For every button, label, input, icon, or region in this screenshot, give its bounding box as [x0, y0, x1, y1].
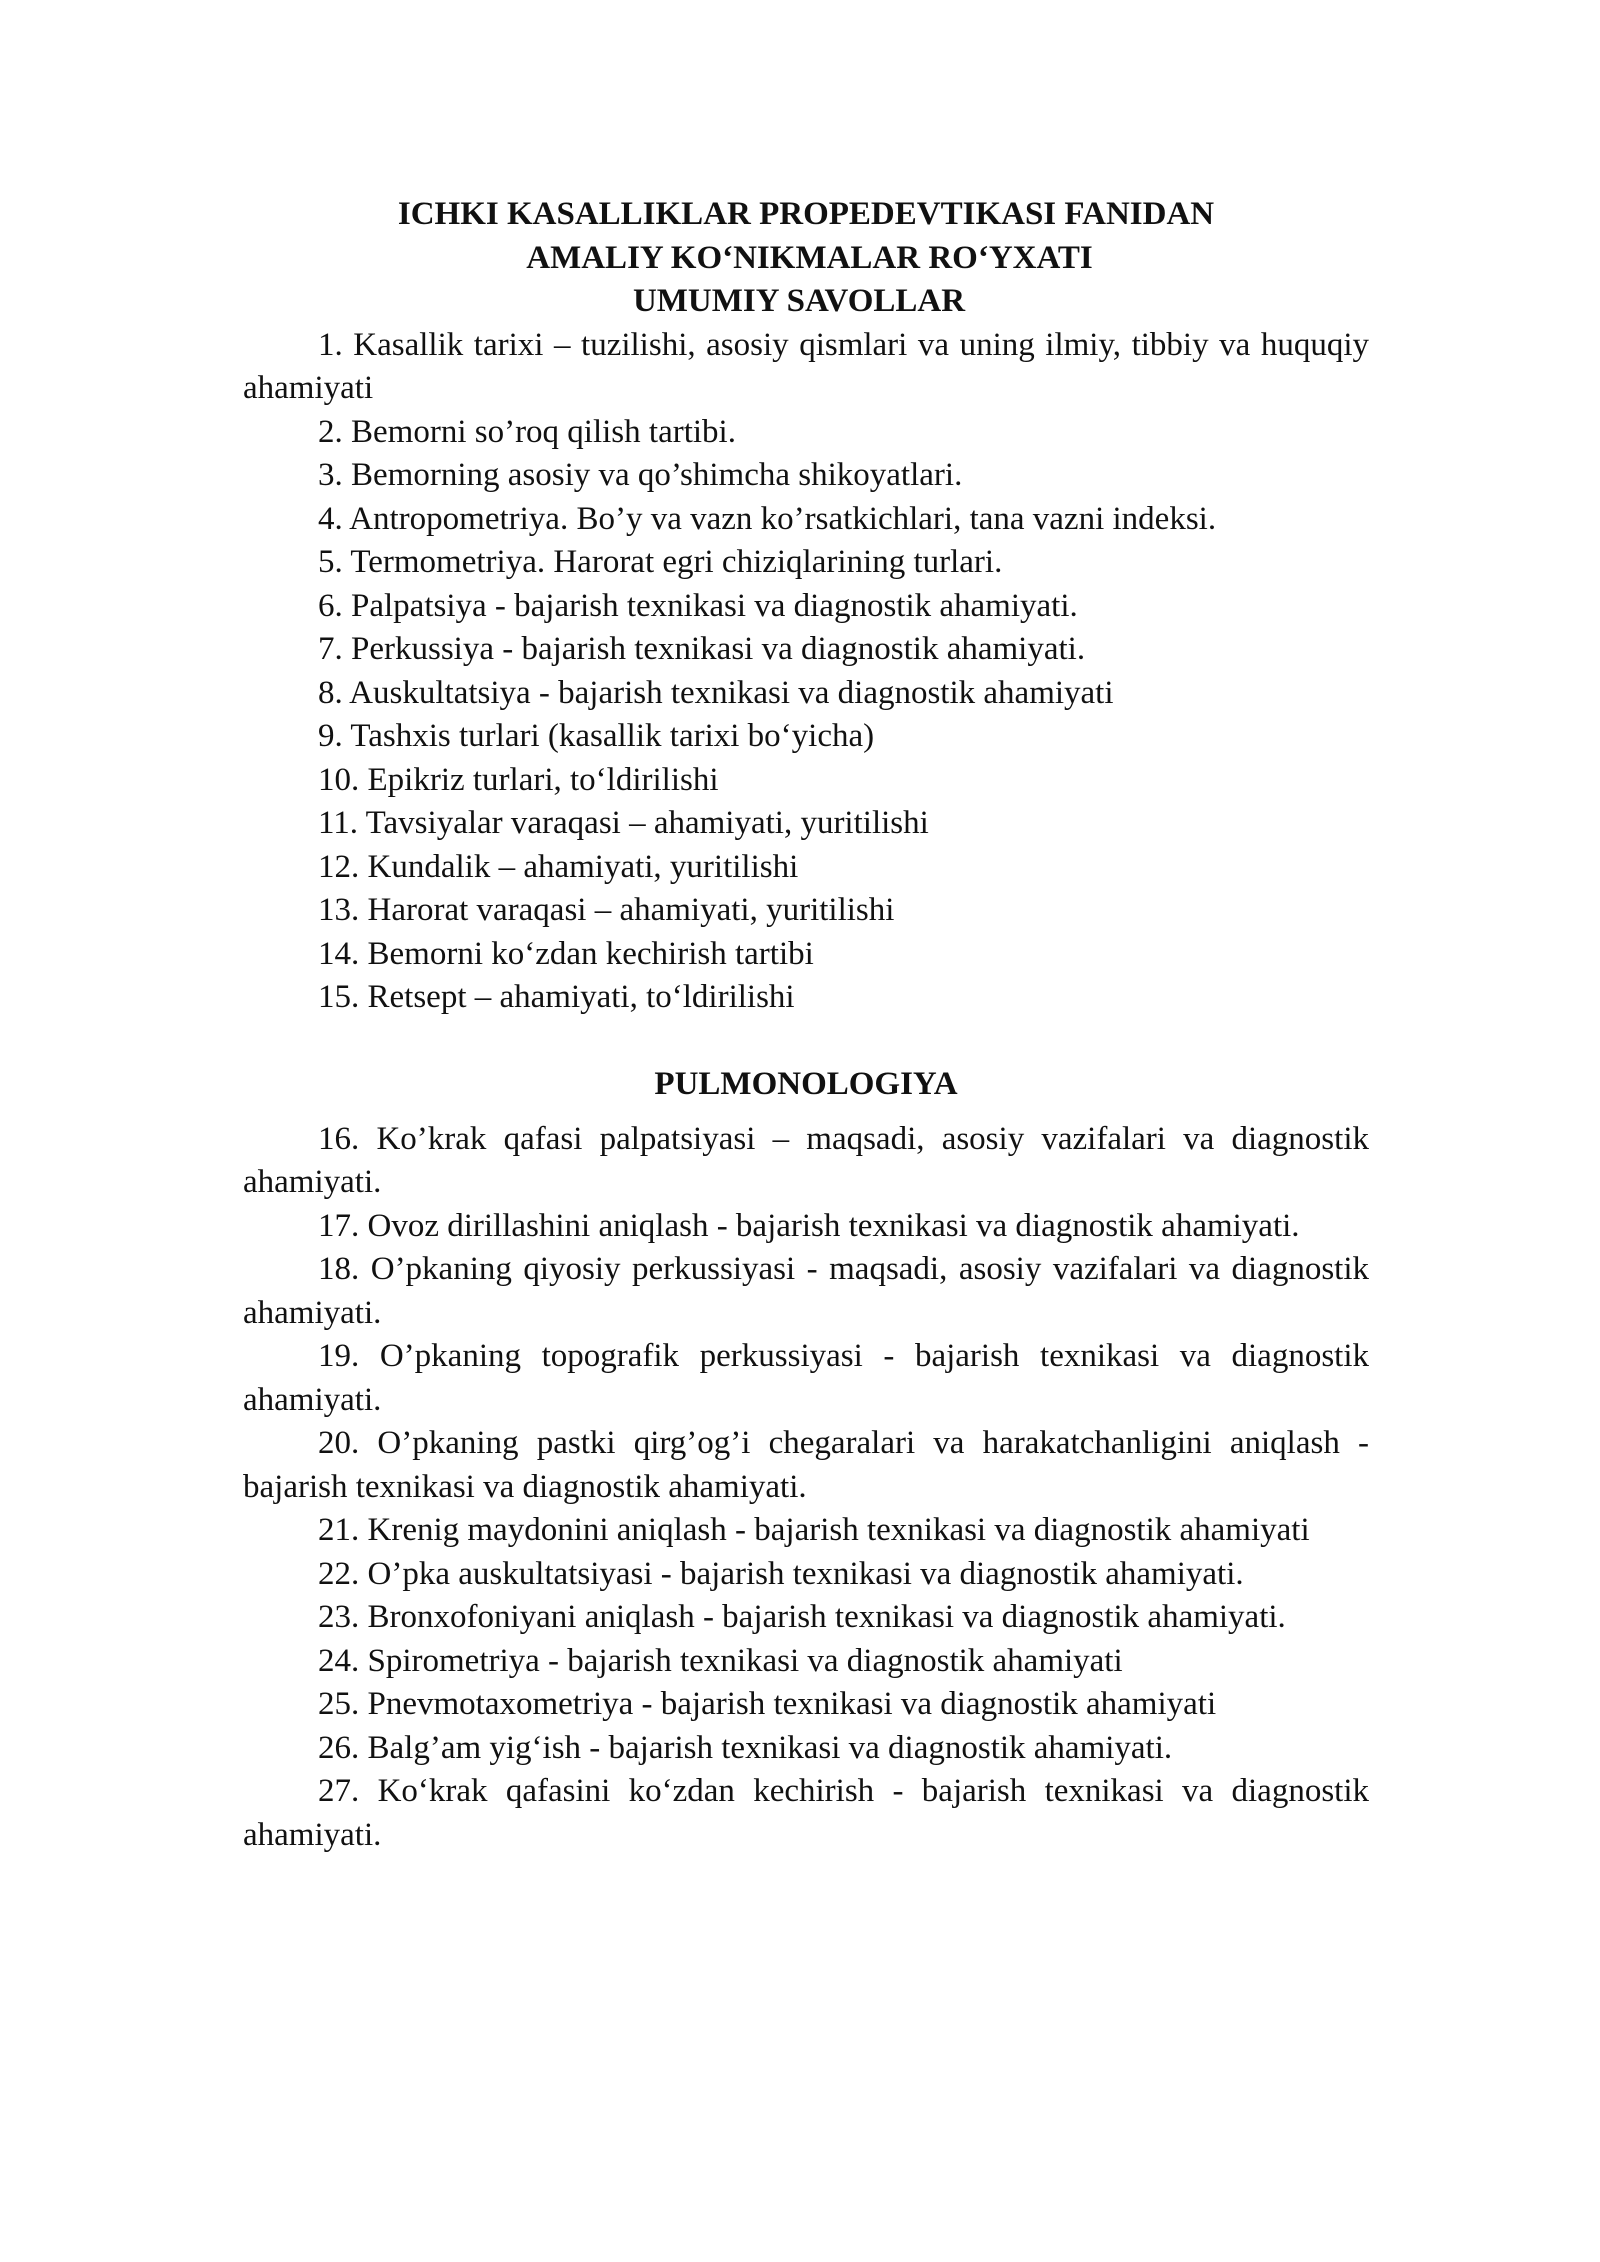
list-item: 26. Balg’am yig‘ish - bajarish texnikasi va diagnostik ahamiyati. [318, 1729, 1173, 1766]
title-line-1: ICHKI KASALLIKLAR PROPEDEVTIKASI FANIDAN [397, 196, 1215, 232]
general-questions-list [243, 324, 1369, 1020]
list-item: 27. Ko‘krak qafasini ko‘zdan kechirish - bajarish texnikasi va diagnostik ahamiyati. [243, 1773, 1369, 1853]
list-item: 1. Kasallik tarixi – tuzilishi, asosiy qismlari va uning ilmiy, tibbiy va huquqiy ahamiyati [243, 326, 1369, 406]
list-item: 10. Epikriz turlari, to‘ldirilishi [318, 761, 719, 798]
list-item: 14. Bemorni ko‘zdan kechirish tartibi [318, 935, 814, 972]
list-item: 13. Harorat varaqasi – ahamiyati, yuritilishi [318, 892, 895, 928]
list-item: 19. O’pkaning topografik perkussiyasi - bajarish texnikasi va diagnostik ahamiyati. [243, 1338, 1369, 1418]
list-item: 4. Antropometriya. Bo’y va vazn ko’rsatkichlari, tana vazni indeksi. [318, 500, 1217, 537]
list-item: 3. Bemorning asosiy va qo’shimcha shikoyatlari. [318, 457, 963, 493]
list-item: 9. Tashxis turlari (kasallik tarixi bo‘yicha) [318, 718, 875, 754]
list-item: 24. Spirometriya - bajarish texnikasi va diagnostik ahamiyati [318, 1642, 1123, 1679]
list-item: 18. O’pkaning qiyosiy perkussiyasi - maqsadi, asosiy vazifalari va diagnostik ahamiyati. [243, 1251, 1369, 1331]
pulmonology-list [243, 1118, 1369, 1858]
section-title-general: UMUMIY SAVOLLAR [632, 283, 966, 319]
list-item: 8. Auskultatsiya - bajarish texnikasi va diagnostik ahamiyati [318, 674, 1114, 711]
list-item: 21. Krenig maydonini aniqlash - bajarish texnikasi va diagnostik ahamiyati [318, 1512, 1310, 1548]
list-item: 15. Retsept – ahamiyati, to‘ldirilishi [318, 979, 795, 1015]
list-item: 17. Ovoz dirillashini aniqlash - bajarish texnikasi va diagnostik ahamiyati. [318, 1207, 1300, 1244]
document-content [243, 193, 1369, 1857]
section-spacer [243, 1020, 1369, 1064]
list-item: 23. Bronxofoniyani aniqlash - bajarish texnikasi va diagnostik ahamiyati. [318, 1599, 1286, 1635]
list-item: 7. Perkussiya - bajarish texnikasi va diagnostik ahamiyati. [318, 631, 1086, 667]
list-item: 6. Palpatsiya - bajarish texnikasi va diagnostik ahamiyati. [318, 587, 1078, 624]
list-item: 25. Pnevmotaxometriya - bajarish texnikasi va diagnostik ahamiyati [318, 1686, 1217, 1722]
list-item: 11. Tavsiyalar varaqasi – ahamiyati, yuritilishi [318, 805, 929, 841]
list-item: 16. Ko’krak qafasi palpatsiyasi – maqsadi, asosiy vazifalari va diagnostik ahamiyati. [243, 1120, 1369, 1200]
list-item: 5. Termometriya. Harorat egri chiziqlarining turlari. [318, 544, 1003, 580]
section-title-pulmonology: PULMONOLOGIYA [654, 1066, 958, 1102]
title-line-2: AMALIY KO‘NIKMALAR RO‘YXATI [526, 239, 1093, 276]
list-item: 12. Kundalik – ahamiyati, yuritilishi [318, 848, 799, 885]
list-item: 2. Bemorni so’roq qilish tartibi. [318, 413, 736, 450]
list-item: 22. O’pka auskultatsiyasi - bajarish texnikasi va diagnostik ahamiyati. [318, 1555, 1244, 1592]
list-item: 20. O’pkaning pastki qirg’og’i chegaralari va harakatchanligini aniqlash - bajarish texnikasi va diagnostik ahamiyati. [243, 1425, 1369, 1505]
